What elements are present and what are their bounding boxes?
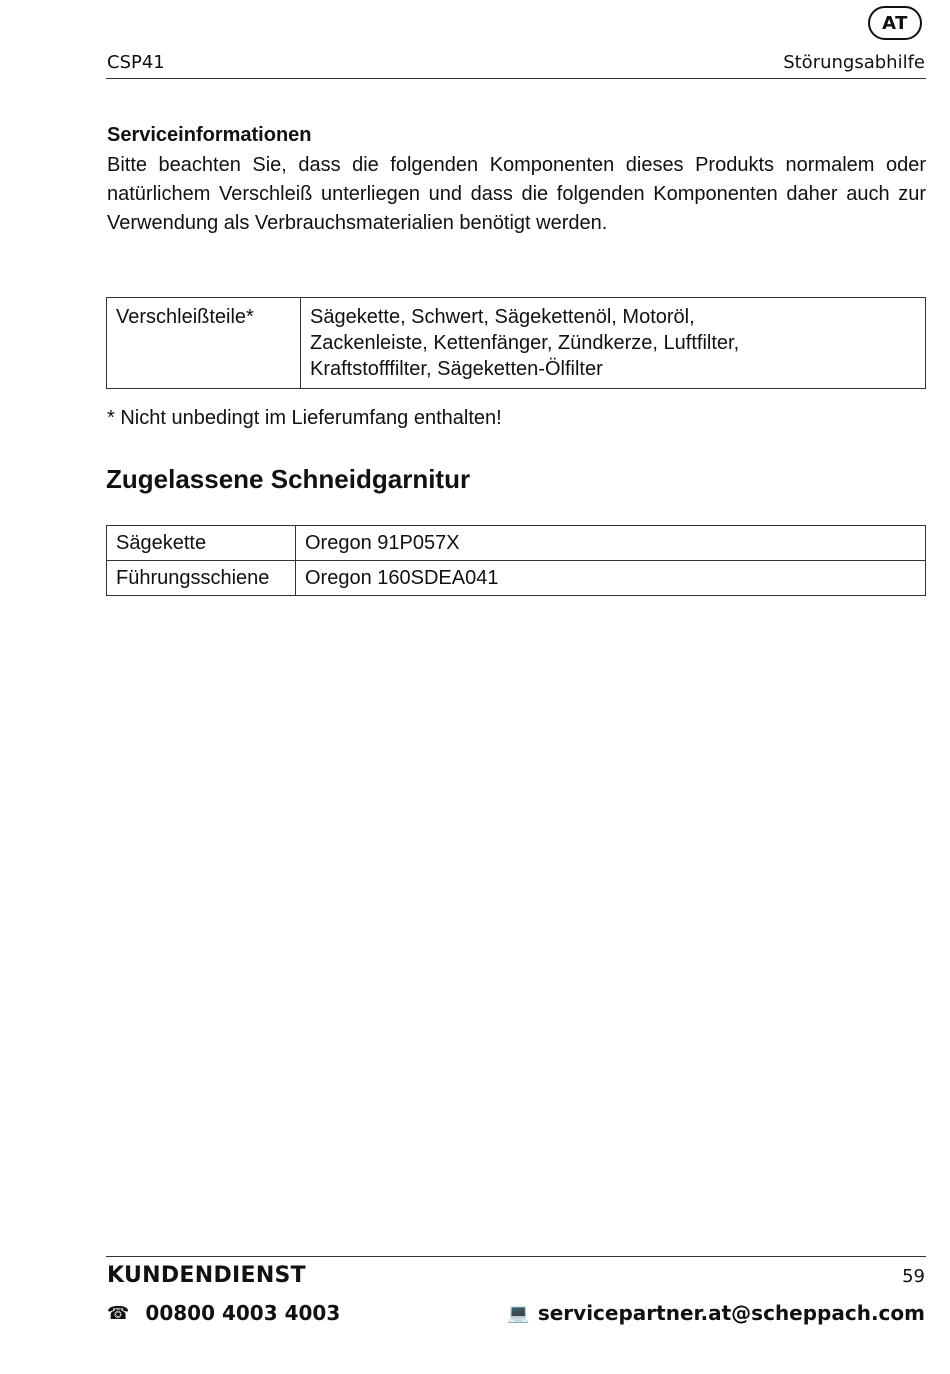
table-row — [107, 526, 926, 561]
footer-phone — [107, 1301, 340, 1325]
wear-parts-key: Verschleißteile* — [107, 298, 301, 389]
cutting-set-key: Führungsschiene — [107, 561, 296, 596]
service-info-text: Bitte beachten Sie, dass die folgenden Komponenten dieses Produkts normalem oder natürlichem Verschleiß unterliegen und dass die folgenden Komponenten daher auch zur Verwendung als Verbrauchsmaterialien benötigt werden. — [107, 154, 926, 234]
cutting-set-value: Oregon 160SDEA041 — [296, 561, 926, 596]
service-info-heading: Serviceinformationen — [107, 124, 312, 146]
wear-parts-line: Sägekette, Schwert, Sägekettenöl, Motoröl, — [310, 306, 695, 328]
email-address: servicepartner.at@scheppach.com — [537, 1301, 925, 1325]
footer-divider — [106, 1256, 926, 1257]
country-code: AT — [882, 12, 908, 34]
laptop-icon: 💻 — [507, 1302, 530, 1324]
cutting-set-key: Sägekette — [107, 526, 296, 561]
table-row — [107, 298, 926, 389]
cutting-set-value: Oregon 91P057X — [296, 526, 926, 561]
header-divider — [106, 78, 926, 79]
wear-parts-table — [106, 297, 926, 389]
table-row — [107, 561, 926, 596]
header-model: CSP41 — [107, 52, 165, 73]
wear-parts-line: Zackenleiste, Kettenfänger, Zündkerze, Luftfilter, — [310, 332, 740, 354]
footer-service-label: KUNDENDIENST — [107, 1263, 306, 1288]
header-section-title: Störungsabhilfe — [783, 52, 925, 73]
wear-parts-footnote: * Nicht unbedingt im Lieferumfang enthalten! — [107, 407, 502, 429]
cutting-set-heading: Zugelassene Schneidgarnitur — [106, 464, 471, 494]
phone-number: 00800 4003 4003 — [145, 1301, 341, 1325]
wear-parts-line: Kraftstofffilter, Sägeketten-Ölfilter — [310, 358, 603, 380]
wear-parts-value — [301, 298, 926, 389]
country-badge — [868, 6, 922, 40]
page-number: 59 — [902, 1266, 925, 1287]
footer-email — [507, 1301, 925, 1325]
cutting-set-table — [106, 525, 926, 596]
phone-icon: ☎ — [107, 1302, 130, 1324]
